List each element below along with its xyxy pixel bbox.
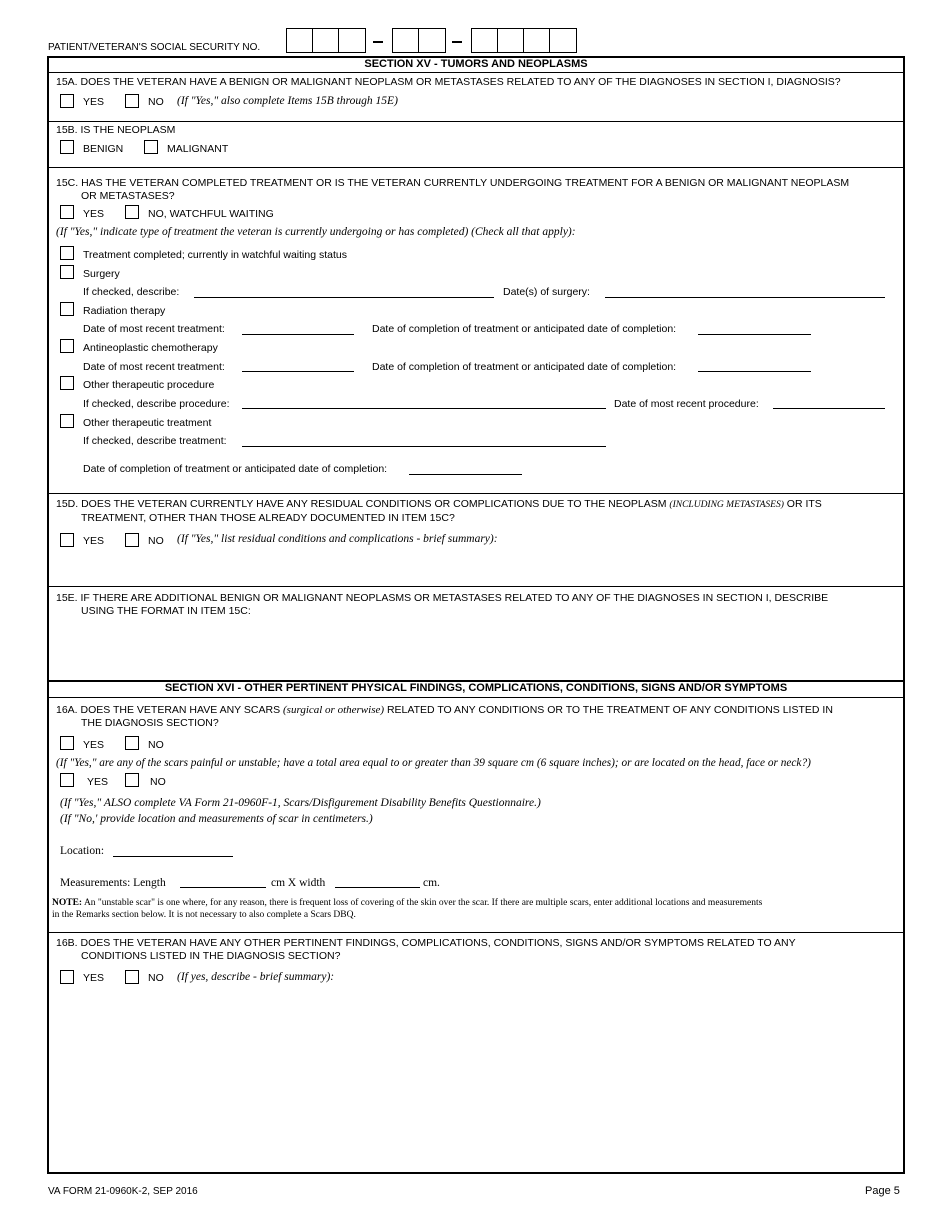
q15c-no-checkbox[interactable] (125, 205, 139, 219)
q16b-yes-checkbox[interactable] (60, 970, 74, 984)
q15c-yes-checkbox[interactable] (60, 205, 74, 219)
ssn-dash (452, 41, 462, 43)
q16b-no-label: NO (148, 972, 164, 984)
ssn-label: PATIENT/VETERAN'S SOCIAL SECURITY NO. (48, 42, 261, 53)
ssn-field-part2[interactable] (392, 28, 446, 53)
chemo-recent-field[interactable] (242, 371, 354, 372)
measurements-label: Measurements: Length (60, 877, 166, 889)
other-treatment-completion-field[interactable] (409, 474, 522, 475)
other-treatment-completion-label: Date of completion of treatment or anticipated date of completion: (83, 463, 388, 475)
procedure-recent-field[interactable] (773, 408, 885, 409)
other-treatment-label: Other therapeutic treatment (83, 417, 212, 429)
question-16b: 16B. DOES THE VETERAN HAVE ANY OTHER PERTINENT FINDINGS, COMPLICATIONS, CONDITIONS, SIGNS AND/OR SYMPTOMS RELATED TO ANY CONDITIONS LISTED IN THE DIAGNOSIS SECTION? (56, 937, 796, 962)
q15a-no-checkbox[interactable] (125, 94, 139, 108)
location-label: Location: (60, 845, 105, 857)
chemo-completion-label: Date of completion of treatment or anticipated date of completion: (372, 361, 677, 373)
q15c-no-label: NO, WATCHFUL WAITING (148, 208, 274, 220)
question-15e: 15E. IF THERE ARE ADDITIONAL BENIGN OR MALIGNANT NEOPLASMS OR METASTASES RELATED TO ANY OF THE DIAGNOSES IN SECTION I, DESCRIBE USING THE FORMAT IN ITEM 15C: (56, 592, 829, 617)
procedure-describe-field[interactable] (242, 408, 606, 409)
q16a-no-checkbox[interactable] (125, 736, 139, 750)
scar-no-checkbox[interactable] (125, 773, 139, 787)
other-procedure-label: Other therapeutic procedure (83, 379, 215, 391)
radiation-recent-label: Date of most recent treatment: (83, 323, 225, 335)
radiation-completion-label: Date of completion of treatment or anticipated date of completion: (372, 323, 677, 335)
radiation-label: Radiation therapy (83, 305, 166, 317)
scar-yes-label: YES (87, 776, 109, 788)
radiation-recent-field[interactable] (242, 334, 354, 335)
radiation-checkbox[interactable] (60, 302, 74, 316)
cm-label: cm. (423, 877, 440, 889)
other-treatment-checkbox[interactable] (60, 414, 74, 428)
chemo-completion-field[interactable] (698, 371, 811, 372)
chemo-recent-label: Date of most recent treatment: (83, 361, 225, 373)
question-15c: 15C. HAS THE VETERAN COMPLETED TREATMENT OR IS THE VETERAN CURRENTLY UNDERGOING TREATMENT FOR A BENIGN OR MALIGNANT NEOPLASM OR METASTASES? (56, 177, 850, 202)
question-16a: 16A. DOES THE VETERAN HAVE ANY SCARS (surgical or otherwise) RELATED TO ANY CONDITIONS OR TO THE TREATMENT OF ANY CONDITIONS LISTED IN THE DIAGNOSIS SECTION? (56, 704, 833, 729)
scar-no-label: NO (150, 776, 166, 788)
scar-note: NOTE: An "unstable scar" is one where, for any reason, there is frequent loss of covering of the skin over the scar. If there are multiple scars, enter additional locations and measurements in the Remarks section below. It is not necessary to also complete a Scars DBQ. (52, 898, 763, 920)
section-15-title: SECTION XV - TUMORS AND NEOPLASMS (364, 58, 588, 70)
surgery-describe-field[interactable] (194, 297, 494, 298)
radiation-completion-field[interactable] (698, 334, 811, 335)
scar-yes-also: (If "Yes," ALSO complete VA Form 21-0960F-1, Scars/Disfigurement Disability Benefits Questionnaire.) (60, 797, 541, 809)
treatment-completed-checkbox[interactable] (60, 246, 74, 260)
q16b-no-checkbox[interactable] (125, 970, 139, 984)
question-15a: 15A. DOES THE VETERAN HAVE A BENIGN OR MALIGNANT NEOPLASM OR METASTASES RELATED TO ANY OF THE DIAGNOSES IN SECTION I, DIAGNOSIS? (56, 76, 841, 88)
location-field[interactable] (113, 856, 233, 857)
surgery-checkbox[interactable] (60, 265, 74, 279)
question-15d: 15D. DOES THE VETERAN CURRENTLY HAVE ANY RESIDUAL CONDITIONS OR COMPLICATIONS DUE TO THE NEOPLASM (INCLUDING METASTASES) OR ITS TREATMENT, OTHER THAN THOSE ALREADY DOCUMENTED IN ITEM 15C? (56, 498, 822, 524)
surgery-label: Surgery (83, 268, 120, 280)
chemo-checkbox[interactable] (60, 339, 74, 353)
treatment-describe-field[interactable] (242, 446, 606, 447)
q15b-malignant-label: MALIGNANT (167, 143, 229, 155)
q16b-yes-label: YES (83, 972, 105, 984)
q15d-note: (If "Yes," list residual conditions and complications - brief summary): (177, 533, 498, 545)
scar-question: (If "Yes," are any of the scars painful or unstable; have a total area equal to or greater than 39 square cm (6 square inches); or are located on the head, face or neck?) (56, 757, 811, 769)
q15a-no-label: NO (148, 96, 164, 108)
length-field[interactable] (180, 887, 266, 888)
q15d-no-checkbox[interactable] (125, 533, 139, 547)
ssn-dash (373, 41, 383, 43)
q15a-yes-label: YES (83, 96, 105, 108)
q15d-no-label: NO (148, 535, 164, 547)
form-id: VA FORM 21-0960K-2, SEP 2016 (48, 1186, 198, 1197)
q15c-yes-label: YES (83, 208, 105, 220)
section-16-title: SECTION XVI - OTHER PERTINENT PHYSICAL FINDINGS, COMPLICATIONS, CONDITIONS, SIGNS AND/OR SYMPTOMS (164, 682, 788, 694)
treatment-completed-label: Treatment completed; currently in watchful waiting status (83, 249, 347, 261)
scar-yes-checkbox[interactable] (60, 773, 74, 787)
surgery-dates-label: Date(s) of surgery: (503, 286, 590, 298)
scar-if-no: (If "No,' provide location and measurements of scar in centimeters.) (60, 813, 373, 825)
q15c-note: (If "Yes," indicate type of treatment the veteran is currently undergoing or has completed) (Check all that apply): (56, 226, 576, 238)
q15b-benign-label: BENIGN (83, 143, 124, 155)
q15b-malignant-checkbox[interactable] (144, 140, 158, 154)
chemo-label: Antineoplastic chemotherapy (83, 342, 218, 354)
surgery-describe-label: If checked, describe: (83, 286, 180, 298)
ssn-field-part1[interactable] (286, 28, 366, 53)
q15a-note: (If "Yes," also complete Items 15B through 15E) (177, 95, 398, 107)
q16b-note: (If yes, describe - brief summary): (177, 971, 335, 983)
procedure-describe-label: If checked, describe procedure: (83, 398, 230, 410)
other-procedure-checkbox[interactable] (60, 376, 74, 390)
cm-x-width-label: cm X width (271, 877, 326, 889)
question-15b: 15B. IS THE NEOPLASM (56, 124, 176, 136)
treatment-describe-label: If checked, describe treatment: (83, 435, 227, 447)
width-field[interactable] (335, 887, 420, 888)
q15b-benign-checkbox[interactable] (60, 140, 74, 154)
q15a-yes-checkbox[interactable] (60, 94, 74, 108)
procedure-recent-label: Date of most recent procedure: (614, 398, 759, 410)
surgery-dates-field[interactable] (605, 297, 885, 298)
q16a-yes-checkbox[interactable] (60, 736, 74, 750)
page-number: Page 5 (865, 1185, 900, 1197)
q16a-no-label: NO (148, 739, 164, 751)
ssn-field-part3[interactable] (471, 28, 577, 53)
q15d-yes-checkbox[interactable] (60, 533, 74, 547)
q15d-yes-label: YES (83, 535, 105, 547)
q16a-yes-label: YES (83, 739, 105, 751)
